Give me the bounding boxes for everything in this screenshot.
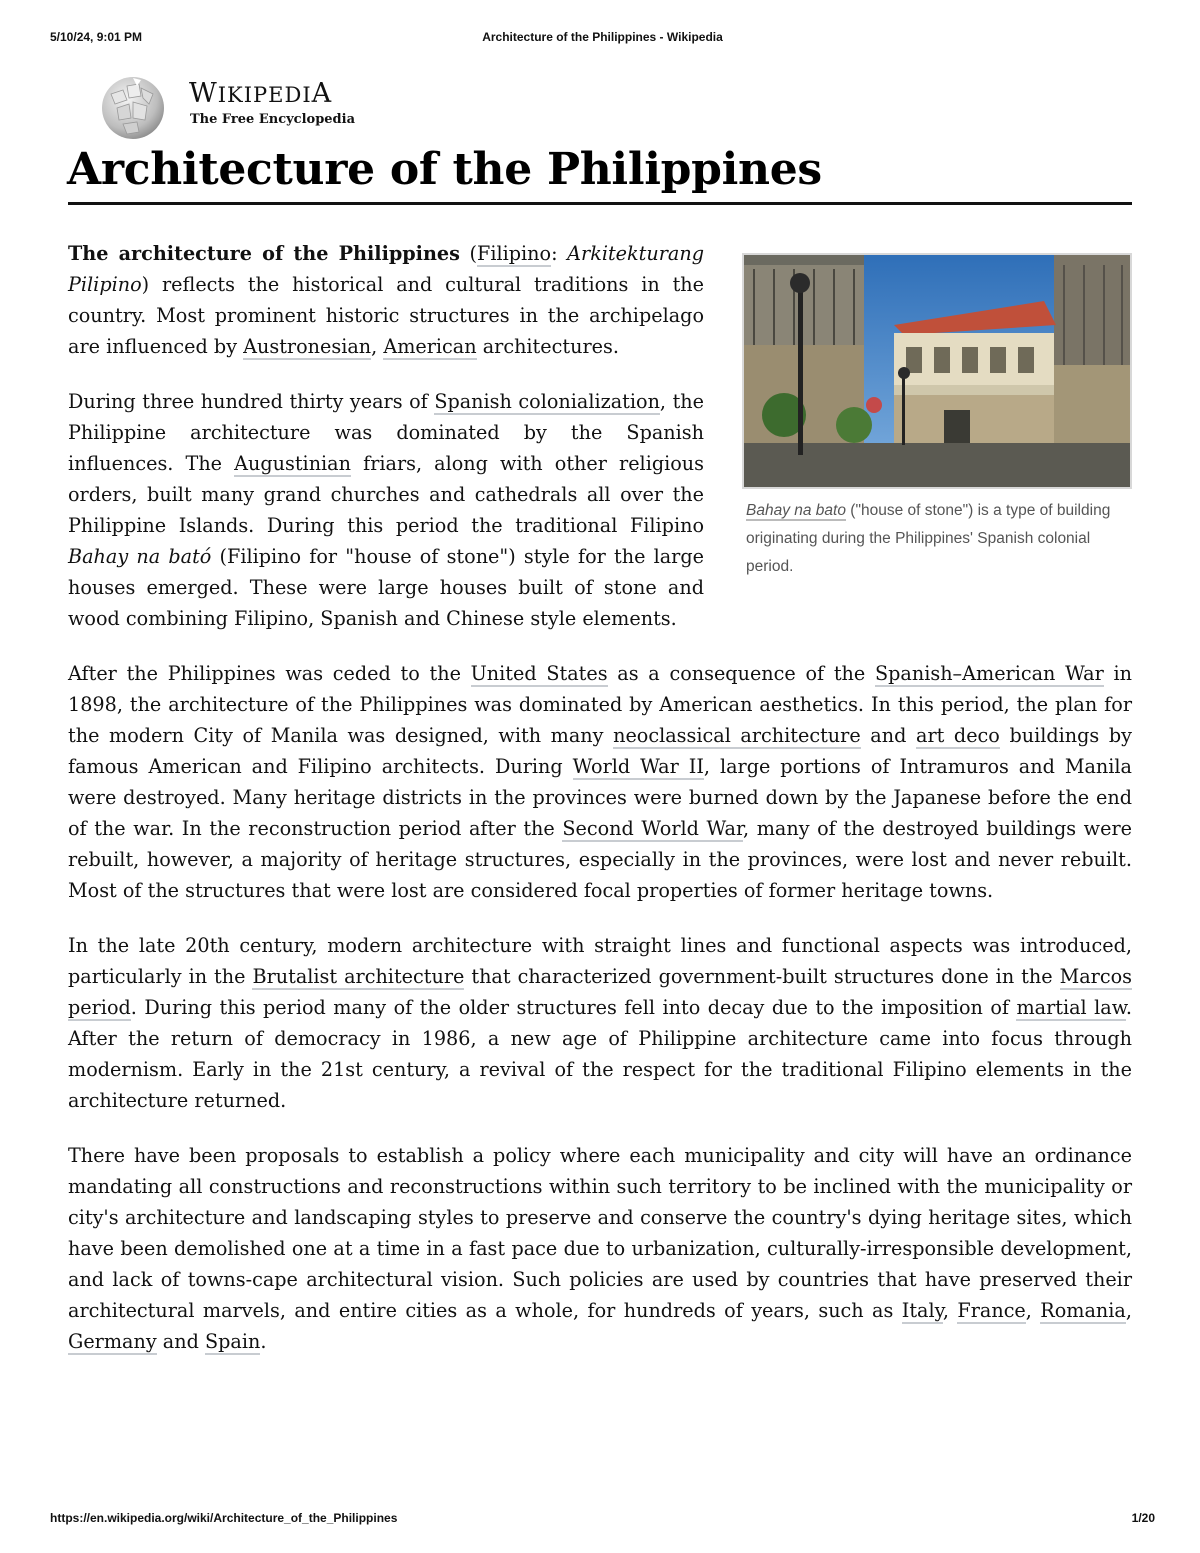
paragraph-modern-period: In the late 20th century, modern architecture with straight lines and functional aspects was introduced, particularly in the Brutalist architecture that characterized government-built structures done in the Marcos period. During this period many of the older structures fell into decay due to the imposition of martial law. After the return of democracy in 1986, a new age of Philippine architecture came into focus through modernism. Early in the 21st century, a revival of the respect for the traditional Filipino elements in the architecture returned.	[68, 934, 1132, 1112]
link-american[interactable]: American	[383, 335, 477, 358]
link-augustinian[interactable]: Augustinian	[234, 452, 351, 475]
print-page-title: Architecture of the Philippines - Wikipedia	[482, 30, 723, 44]
figure-caption: Bahay na bato ("house of stone") is a type of building originating during the Philippines' Spanish colonial period.	[746, 502, 1111, 575]
link-germany[interactable]: Germany	[68, 1330, 157, 1353]
link-filipino[interactable]: Filipino	[477, 242, 552, 265]
wikipedia-logo[interactable]	[97, 70, 397, 142]
caption-link-bahay-na-bato[interactable]: Bahay na bato	[746, 502, 846, 519]
paragraph-spanish-period: During three hundred thirty years of Spanish colonialization, the Philippine architecture was dominated by the Spanish influences. The Augustinian friars, along with other religious orders, built many grand churches and cathedrals all over the Philippine Islands. During this period the traditional Filipino Bahay na bató (Filipino for "house of stone") style for the large houses emerged. These were large houses built of stone and wood combining Filipino, Spanish and Chinese style elements.	[68, 390, 705, 630]
link-martial-law[interactable]: martial law	[1016, 996, 1126, 1019]
link-spanish-colonialization[interactable]: Spanish colonialization	[434, 390, 660, 413]
link-austronesian[interactable]: Austronesian	[243, 335, 372, 358]
article-body	[68, 238, 1132, 1381]
link-brutalist-architecture[interactable]: Brutalist architecture	[252, 965, 465, 988]
link-world-war-ii[interactable]: World War II	[572, 755, 704, 778]
link-romania[interactable]: Romania	[1040, 1299, 1126, 1322]
link-art-deco[interactable]: art deco	[916, 724, 1000, 747]
print-url: https://en.wikipedia.org/wiki/Architecture_of_the_Philippines	[50, 1511, 398, 1525]
article-figure	[742, 253, 1132, 581]
wikipedia-wordmark: WIKIPEDIA	[189, 78, 333, 109]
paragraph-policy-proposals: There have been proposals to establish a policy where each municipality and city will have an ordinance mandating all constructions and reconstructions within such territory to be inclined with the municipality or city's architecture and landscaping styles to preserve and conserve the country's dying heritage sites, which have been demolished one at a time in a fast pace due to urbanization, culturally-irresponsible development, and lack of towns-cape architectural vision. Such policies are used by countries that have preserved their architectural marvels, and entire cities as a whole, for hundreds of years, such as Italy, France, Romania, Germany and Spain.	[68, 1144, 1132, 1353]
link-spanish-american-war[interactable]: Spanish–American War	[874, 662, 1104, 685]
paragraph-american-period: After the Philippines was ceded to the United States as a consequence of the Spanish–American War in 1898, the architecture of the Philippines was dominated by American aesthetics. In this period, the plan for the modern City of Manila was designed, with many neoclassical architecture and art deco buildings by famous American and Filipino architects. During World War II, large portions of Intramuros and Manila were destroyed. Many heritage districts in the provinces were burned down by the Japanese before the end of the war. In the reconstruction period after the Second World War, many of the destroyed buildings were rebuilt, however, a majority of heritage structures, especially in the provinces, were lost and never rebuilt. Most of the structures that were lost are considered focal properties of former heritage towns.	[68, 662, 1133, 902]
title-divider	[68, 202, 1132, 205]
print-page-number: 1/20	[1131, 1511, 1155, 1525]
wikipedia-tagline: The Free Encyclopedia	[190, 112, 356, 127]
link-spain[interactable]: Spain	[204, 1330, 261, 1353]
article-title: Architecture of the Philippines	[67, 144, 822, 195]
print-datetime: 5/10/24, 9:01 PM	[50, 30, 143, 44]
link-united-states[interactable]: United States	[470, 662, 608, 685]
link-france[interactable]: France	[957, 1299, 1026, 1322]
link-marcos-period[interactable]: Marcos period	[68, 965, 1132, 1019]
link-neoclassical-architecture[interactable]: neoclassical architecture	[613, 724, 861, 747]
paragraph-intro: The architecture of the Philippines (Filipino: Arkitekturang Pilipino) reflects the historical and cultural traditions in the country. Most prominent historic structures in the archipelago are influenced by Austronesian, American architectures.	[68, 242, 704, 358]
link-italy[interactable]: Italy	[901, 1299, 943, 1322]
link-second-world-war[interactable]: Second World War	[562, 817, 744, 840]
bahay-na-bato-photo	[742, 253, 1132, 489]
wikipedia-globe-icon	[97, 70, 169, 142]
